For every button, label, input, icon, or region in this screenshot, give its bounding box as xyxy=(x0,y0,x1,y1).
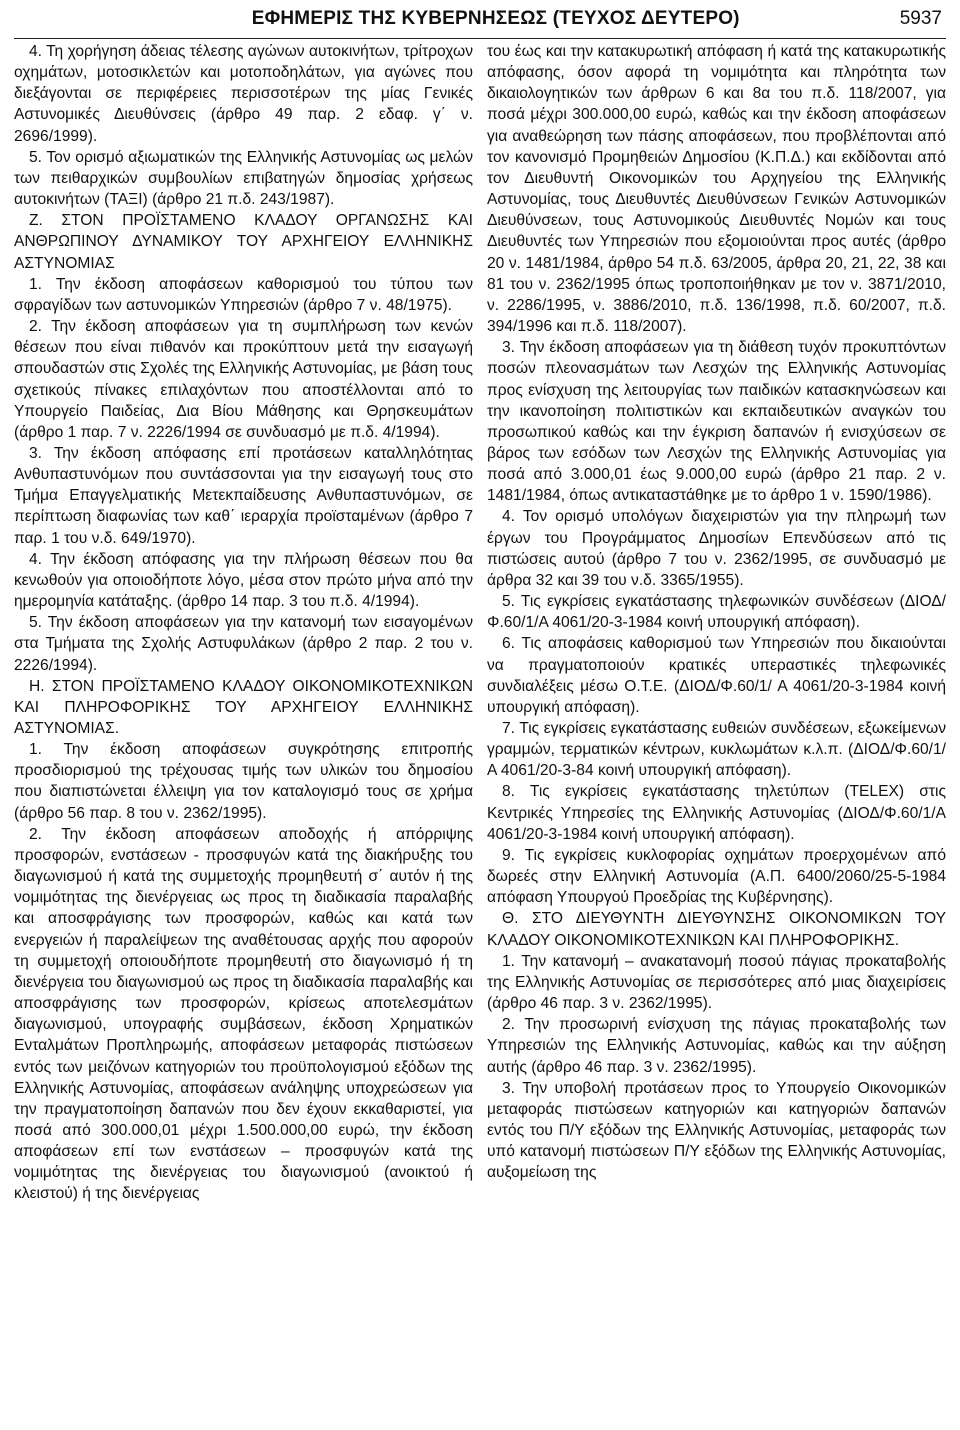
paragraph: 9. Τις εγκρίσεις κυκλοφορίας οχημάτων προερχομένων από δωρεές στην Ελληνική Αστυνομία (Α.Π. 6400/2060/25-5-1984 απόφαση Υπουργού Προεδρίας της Κυβέρνησης). xyxy=(487,846,946,907)
paragraph: 2. Την έκδοση αποφάσεων για τη συμπλήρωση των κενών θέσεων που είναι πιθανόν και προκύπτουν μετά την εισαγωγή σπουδαστών στις Σχολές της Ελληνικής Αστυνομίας, με βάση τους σχετικούς πίνακες επιλαχόντων που αποστέλλονται από το Υπουργείο Παιδείας, Δια Βίου Μάθησης και Θρησκευμάτων (άρθρο 1 παρ. 7 ν. 2226/1994 σε συνδυασμό με π.δ. 4/1994). xyxy=(14,318,473,441)
page-number: 5937 xyxy=(899,8,942,29)
paragraph: 3. Την έκδοση αποφάσεων για τη διάθεση τυχόν προκυπτόντων ποσών πλεονασμάτων των Λεσχών της Ελληνικής Αστυνομίας προς ενίσχυση της λειτουργίας των παιδικών κατασκηνώσεων και την ικανοποίηση πολιτιστικών και εκπαιδευτικών αναγκών του προσωπικού καθώς και την έγκριση δαπανών ή ενισχύσεων σε βάρος των εσόδων των Λεσχών της Ελληνικής Αστυνομίας για ποσά από 3.000,01 έως 9.000,00 ευρώ (άρθρο 21 παρ. 2 ν. 1481/1984, όπως αντικαταστάθηκε με το άρθρο 1 ν. 1590/1986). xyxy=(487,339,946,505)
section-heading: Η. ΣΤΟΝ ΠΡΟΪΣΤΑΜΕΝΟ ΚΛΑΔΟΥ ΟΙΚΟΝΟΜΙΚΟΤΕΧΝΙΚΩΝ ΚΑΙ ΠΛΗΡΟΦΟΡΙΚΗΣ ΤΟΥ ΑΡΧΗΓΕΙΟΥ ΕΛΛΗΝΙΚΗΣ ΑΣΤΥΝΟΜΙΑΣ. xyxy=(14,677,473,737)
paragraph: 3. Την υποβολή προτάσεων προς το Υπουργείο Οικονομικών μεταφοράς πιστώσεων κατηγοριών και κατηγοριών δαπανών εντός του Π/Υ εξόδων της Ελληνικής Αστυνομίας, μεταφοράς των υπό κατανομή πιστώσεων Π/Υ εξόδων της Ελληνικής Αστυνομίας, αυξομείωση της xyxy=(487,1079,946,1182)
columns xyxy=(14,41,946,1205)
paragraph: 5. Τον ορισμό αξιωματικών της Ελληνικής Αστυνομίας ως μελών των πειθαρχικών συμβουλίων επιβατηγών δημοσίας χρήσεως αυτοκινήτων (ΤΑΞΙ) (άρθρο 21 π.δ. 243/1987). xyxy=(14,148,473,209)
paragraph: 8. Τις εγκρίσεις εγκατάστασης τηλετύπων (TELEX) στις Κεντρικές Υπηρεσίες της Ελληνικής Αστυνομίας (ΔΙΟΔ/Φ.60/1/Α 4061/20-3-1984 κοινή υπουργική απόφαση). xyxy=(487,783,946,843)
paragraph: 1. Την κατανομή – ανακατανομή ποσού πάγιας προκαταβολής της Ελληνικής Αστυνομίας σε περισσότερες από μιας διαχειρίσεις (άρθρο 46 παρ. 3 ν. 2362/1995). xyxy=(487,952,946,1013)
paragraph: 4. Τον ορισμό υπολόγων διαχειριστών για την πληρωμή των έργων του Προγράμματος Δημοσίων Επενδύσεων από τις πιστώσεις αυτού (άρθρο 7 του ν. 2362/1995, σε συνδυασμό με άρθρα 32 και 39 του ν.δ. 3365/1955). xyxy=(487,508,946,589)
paragraph: 6. Τις αποφάσεις καθορισμού των Υπηρεσιών που δικαιούνται να πραγματοποιούν κρατικές υπεραστικές τηλεφωνικές συνδιαλέξεις μέσω Ο.Τ.Ε. (ΔΙΟΔ/Φ.60/1/ Α 4061/20-3-1984 κοινή υπουργική απόφαση). xyxy=(487,635,946,716)
paragraph: 2. Την έκδοση αποφάσεων αποδοχής ή απόρριψης προσφορών, ενστάσεων - προσφυγών κατά της διακήρυξης του διαγωνισμού ή κατά της συμμετοχής προμηθευτή σ΄ αυτόν ή της νομιμότητας της διενέργειας ως προς τη διαδικασία παραλαβής και αποσφράγισης των προσφορών, καθώς και κατά των ενεργειών ή παραλείψεων της αναθέτουσας αρχής που αφορούν τη συμμετοχή οποιουδήποτε προμηθευτή στο διαγωνισμό ή τη διενέργεια του διαγωνισμού ως προς τη διαδικασία παραλαβής και αποσφράγισης των προσφορών, κρίσεως αποτελεσμάτων διαγωνισμού, υπογραφής συμβάσεων, έκδοση Χρηματικών Ενταλμάτων Προπληρωμής, αποφάσεων μεταφοράς πιστώσεων εντός των μειζόνων κατηγοριών του προϋπολογισμού εξόδων της Ελληνικής Αστυνομίας, αποφάσεων ανάληψης υποχρεώσεων για την πραγματοποίηση δαπανών που δεν έχουν εκκαθαριστεί, για ποσά από 300.000,01 μέχρι 1.500.000,00 ευρώ, την έκδοση αποφάσεων επί των ενστάσεων – προσφυγών κατά της νομιμότητας της διενέργειας του διαγωνισμού (ανοικτού ή κλειστού) ή της διενέργειας xyxy=(14,825,473,1203)
paragraph: 7. Τις εγκρίσεις εγκατάστασης ευθειών συνδέσεων, εξωκείμενων γραμμών, τερματικών κέντρων, κυκλωμάτων κ.λ.π. (ΔΙΟΔ/Φ.60/1/Α 4061/20-3-84 κοινή υπουργική απόφαση). xyxy=(487,720,946,780)
page-header xyxy=(14,0,946,39)
paragraph: 2. Την προσωρινή ενίσχυση της πάγιας προκαταβολής των Υπηρεσιών της Ελληνικής Αστυνομίας, καθώς και την αύξηση αυτής (άρθρο 46 παρ. 3 ν. 2362/1995). xyxy=(487,1016,946,1076)
paragraph: 3. Την έκδοση απόφασης επί προτάσεων καταλληλότητας Ανθυπαστυνόμων που συντάσσονται για την εισαγωγή τους στο Τμήμα Επαγγελματικής Μετεκπαίδευσης Ανθυπαστυνόμων, σε περίπτωση διαφωνίας των καθ΄ ιεραρχία προϊσταμένων (άρθρο 7 παρ. 1 του ν.δ. 649/1970). xyxy=(14,444,473,547)
right-column xyxy=(487,41,946,1205)
section-heading: Ζ. ΣΤΟΝ ΠΡΟΪΣΤΑΜΕΝΟ ΚΛΑΔΟΥ ΟΡΓΑΝΩΣΗΣ ΚΑΙ ΑΝΘΡΩΠΙΝΟΥ ΔΥΝΑΜΙΚΟΥ ΤΟΥ ΑΡΧΗΓΕΙΟΥ ΕΛΛΗΝΙΚΗΣ ΑΣΤΥΝΟΜΙΑΣ xyxy=(14,212,473,272)
paragraph: 5. Την έκδοση αποφάσεων για την κατανομή των εισαγομένων στα Τμήματα της Σχολής Αστυφυλάκων (άρθρο 2 παρ. 2 του ν. 2226/1994). xyxy=(14,614,473,674)
gazette-title: ΕΦΗΜΕΡΙΣ ΤΗΣ ΚΥΒΕΡΝΗΣΕΩΣ (ΤΕΥΧΟΣ ΔΕΥΤΕΡΟ) xyxy=(251,8,740,29)
paragraph-continued: του έως και την κατακυρωτική απόφαση ή κατά της κατακυρωτικής απόφασης, όσον αφορά τη νομιμότητα και πληρότητα των δικαιολογητικών των άρθρων 6 και 8α του π.δ. 118/2007, για ποσά μέχρι 300.000,00 ευρώ, καθώς και την έκδοση αποφάσεων για αναθεώρηση των πάσης αποφάσεων, που προβλέπονται από τον κανονισμό Προμηθειών Δημοσίου (Κ.Π.Δ.) και εκδίδονται από τον Διευθυντή Οικονομικών του Αρχηγείου της Ελληνικής Αστυνομίας, τους Διευθυντές Διευθύνσεων Γενικών Αστυνομικών Διευθύνσεων, τους Αστυνομικούς Διευθυντές Νομών και τους Διευθυντές των Υπηρεσιών που εξομοιούνται προς αυτές (άρθρο 20 ν. 1481/1984, άρθρο 54 π.δ. 63/2005, άρθρα 20, 21, 22, 38 και 81 του ν. 2362/1995 όπως τροποποιήθηκαν με τον ν. 3871/2010, ν. 2286/1995, ν. 3886/2010, π.δ. 136/1998, π.δ. 60/2007, π.δ. 394/1996 και π.δ. 118/2007). xyxy=(487,43,946,336)
section-heading: Θ. ΣΤΟ ΔΙΕΥΘΥΝΤΗ ΔΙΕΥΘΥΝΣΗΣ ΟΙΚΟΝΟΜΙΚΩΝ ΤΟΥ ΚΛΑΔΟΥ ΟΙΚΟΝΟΜΙΚΟΤΕΧΝΙΚΩΝ ΚΑΙ ΠΛΗΡΟΦΟΡΙΚΗΣ. xyxy=(487,910,946,949)
paragraph: 5. Τις εγκρίσεις εγκατάστασης τηλεφωνικών συνδέσεων (ΔΙΟΔ/Φ.60/1/Α 4061/20-3-1984 κοινή υπουργική απόφαση). xyxy=(487,593,946,632)
paragraph: 4. Τη χορήγηση άδειας τέλεσης αγώνων αυτοκινήτων, τρίτροχων οχημάτων, μοτοσικλετών και μοτοποδηλάτων, για αγώνες που διεξάγονται σε περιφέρειες περισσοτέρων της μίας Γενικές Αστυνομικές Διευθύνσεις (άρθρο 49 παρ. 2 εδαφ. γ΄ ν. 2696/1999). xyxy=(14,43,473,145)
paragraph: 1. Την έκδοση αποφάσεων συγκρότησης επιτροπής προσδιορισμού της τρέχουσας τιμής των υλικών του δημοσίου που διαπιστώνεται έλλειψη για τον καταλογισμό τους σε χρήμα (άρθρο 56 παρ. 8 του ν. 2362/1995). xyxy=(14,741,473,822)
left-column xyxy=(14,41,473,1205)
paragraph: 4. Την έκδοση απόφασης για την πλήρωση θέσεων που θα κενωθούν για οποιοδήποτε λόγο, μέσα στον πρώτο μήνα από την ημερομηνία κατάταξης. (άρθρο 14 παρ. 3 του π.δ. 4/1994). xyxy=(14,550,473,611)
paragraph: 1. Την έκδοση αποφάσεων καθορισμού του τύπου των σφραγίδων των αστυνομικών Υπηρεσιών (άρθρο 7 ν. 48/1975). xyxy=(14,275,473,314)
